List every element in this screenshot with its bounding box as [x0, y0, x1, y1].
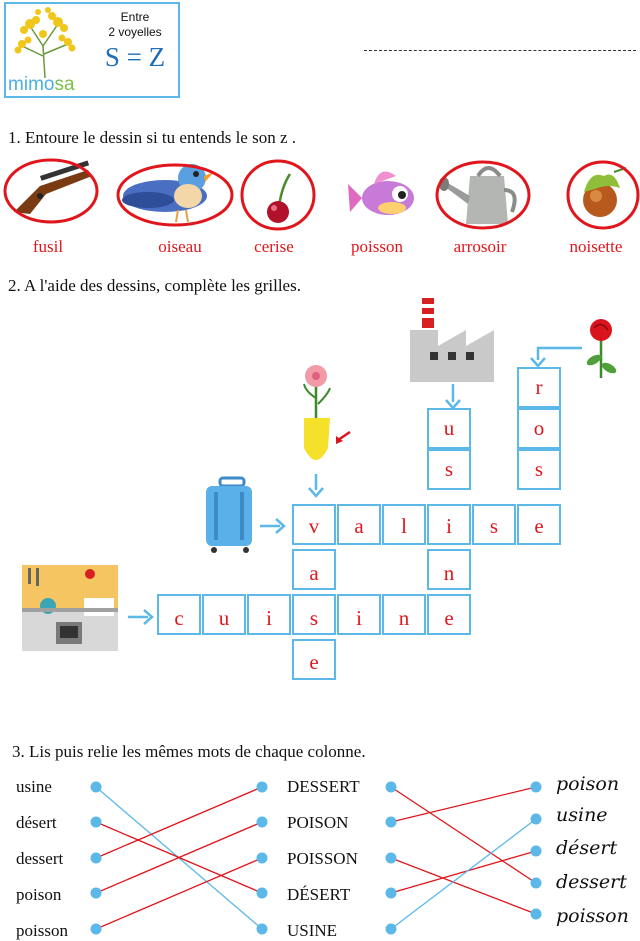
- dot: [531, 814, 542, 825]
- word-poisson: poisson: [351, 237, 403, 256]
- dot: [386, 817, 397, 828]
- dot: [386, 782, 397, 793]
- left-word: poisson: [16, 921, 68, 940]
- dot: [257, 853, 268, 864]
- link-line: [96, 858, 262, 929]
- dot: [91, 782, 102, 793]
- link-line: [391, 787, 536, 822]
- middle-word: POISSON: [287, 849, 358, 868]
- right-word: usine: [556, 804, 608, 826]
- link-line: [391, 858, 536, 914]
- letter: l: [401, 514, 407, 538]
- middle-word: DÉSERT: [287, 885, 351, 904]
- letter: i: [446, 514, 452, 538]
- letter: s: [444, 457, 454, 481]
- letter: o: [533, 416, 545, 440]
- letter: a: [309, 561, 319, 585]
- middle-word: USINE: [287, 921, 338, 940]
- letter: e: [534, 514, 544, 538]
- rule-line-1: Entre: [120, 10, 150, 24]
- right-word: dessert: [556, 871, 627, 893]
- letter: i: [266, 606, 272, 630]
- exercise-2-instruction: 2. A l'aide des dessins, complète les grilles.: [8, 276, 301, 295]
- letter: i: [356, 606, 362, 630]
- dot: [257, 817, 268, 828]
- dot: [91, 924, 102, 935]
- letter: u: [218, 606, 230, 630]
- exercise-1-instruction: 1. Entoure le dessin si tu entends le son z .: [8, 128, 297, 147]
- logo-wordmark: mimosa: [8, 74, 75, 95]
- dot: [531, 846, 542, 857]
- dot: [91, 853, 102, 864]
- dot: [257, 782, 268, 793]
- dot: [257, 888, 268, 899]
- dot: [531, 782, 542, 793]
- letter: e: [444, 606, 454, 630]
- left-word: poison: [16, 885, 62, 904]
- dot: [386, 888, 397, 899]
- word-cerise: cerise: [254, 237, 294, 256]
- middle-word: POISON: [287, 813, 349, 832]
- letter: n: [398, 606, 410, 630]
- letter: c: [174, 606, 184, 630]
- dot: [91, 888, 102, 899]
- letter: s: [489, 514, 499, 538]
- letter: v: [308, 514, 320, 538]
- letter: s: [309, 606, 319, 630]
- right-word: poisson: [556, 905, 629, 927]
- left-word: désert: [16, 813, 57, 832]
- dot: [386, 924, 397, 935]
- left-word: dessert: [16, 849, 64, 868]
- word-noisette: noisette: [569, 237, 623, 256]
- dot: [386, 853, 397, 864]
- letter: s: [534, 457, 544, 481]
- dot: [257, 924, 268, 935]
- letter: r: [535, 375, 543, 399]
- dot: [531, 909, 542, 920]
- word-fusil: fusil: [32, 237, 64, 256]
- word-arrosoir: arrosoir: [453, 237, 507, 256]
- dot: [531, 878, 542, 889]
- right-word: désert: [556, 837, 618, 859]
- link-line: [96, 787, 262, 858]
- letter: n: [443, 561, 455, 585]
- right-word: poison: [556, 773, 620, 795]
- letter: a: [354, 514, 364, 538]
- middle-word: DESSERT: [287, 777, 360, 796]
- rule-line-2: 2 voyelles: [108, 25, 162, 39]
- dot: [91, 817, 102, 828]
- exercise-3-instruction: 3. Lis puis relie les mêmes mots de chaque colonne.: [12, 742, 366, 761]
- link-line: [391, 851, 536, 893]
- rule-s-equals-z: S = Z: [104, 42, 166, 72]
- letter: e: [309, 650, 319, 674]
- word-oiseau: oiseau: [158, 237, 202, 256]
- left-word: usine: [16, 777, 52, 796]
- letter: u: [443, 416, 455, 440]
